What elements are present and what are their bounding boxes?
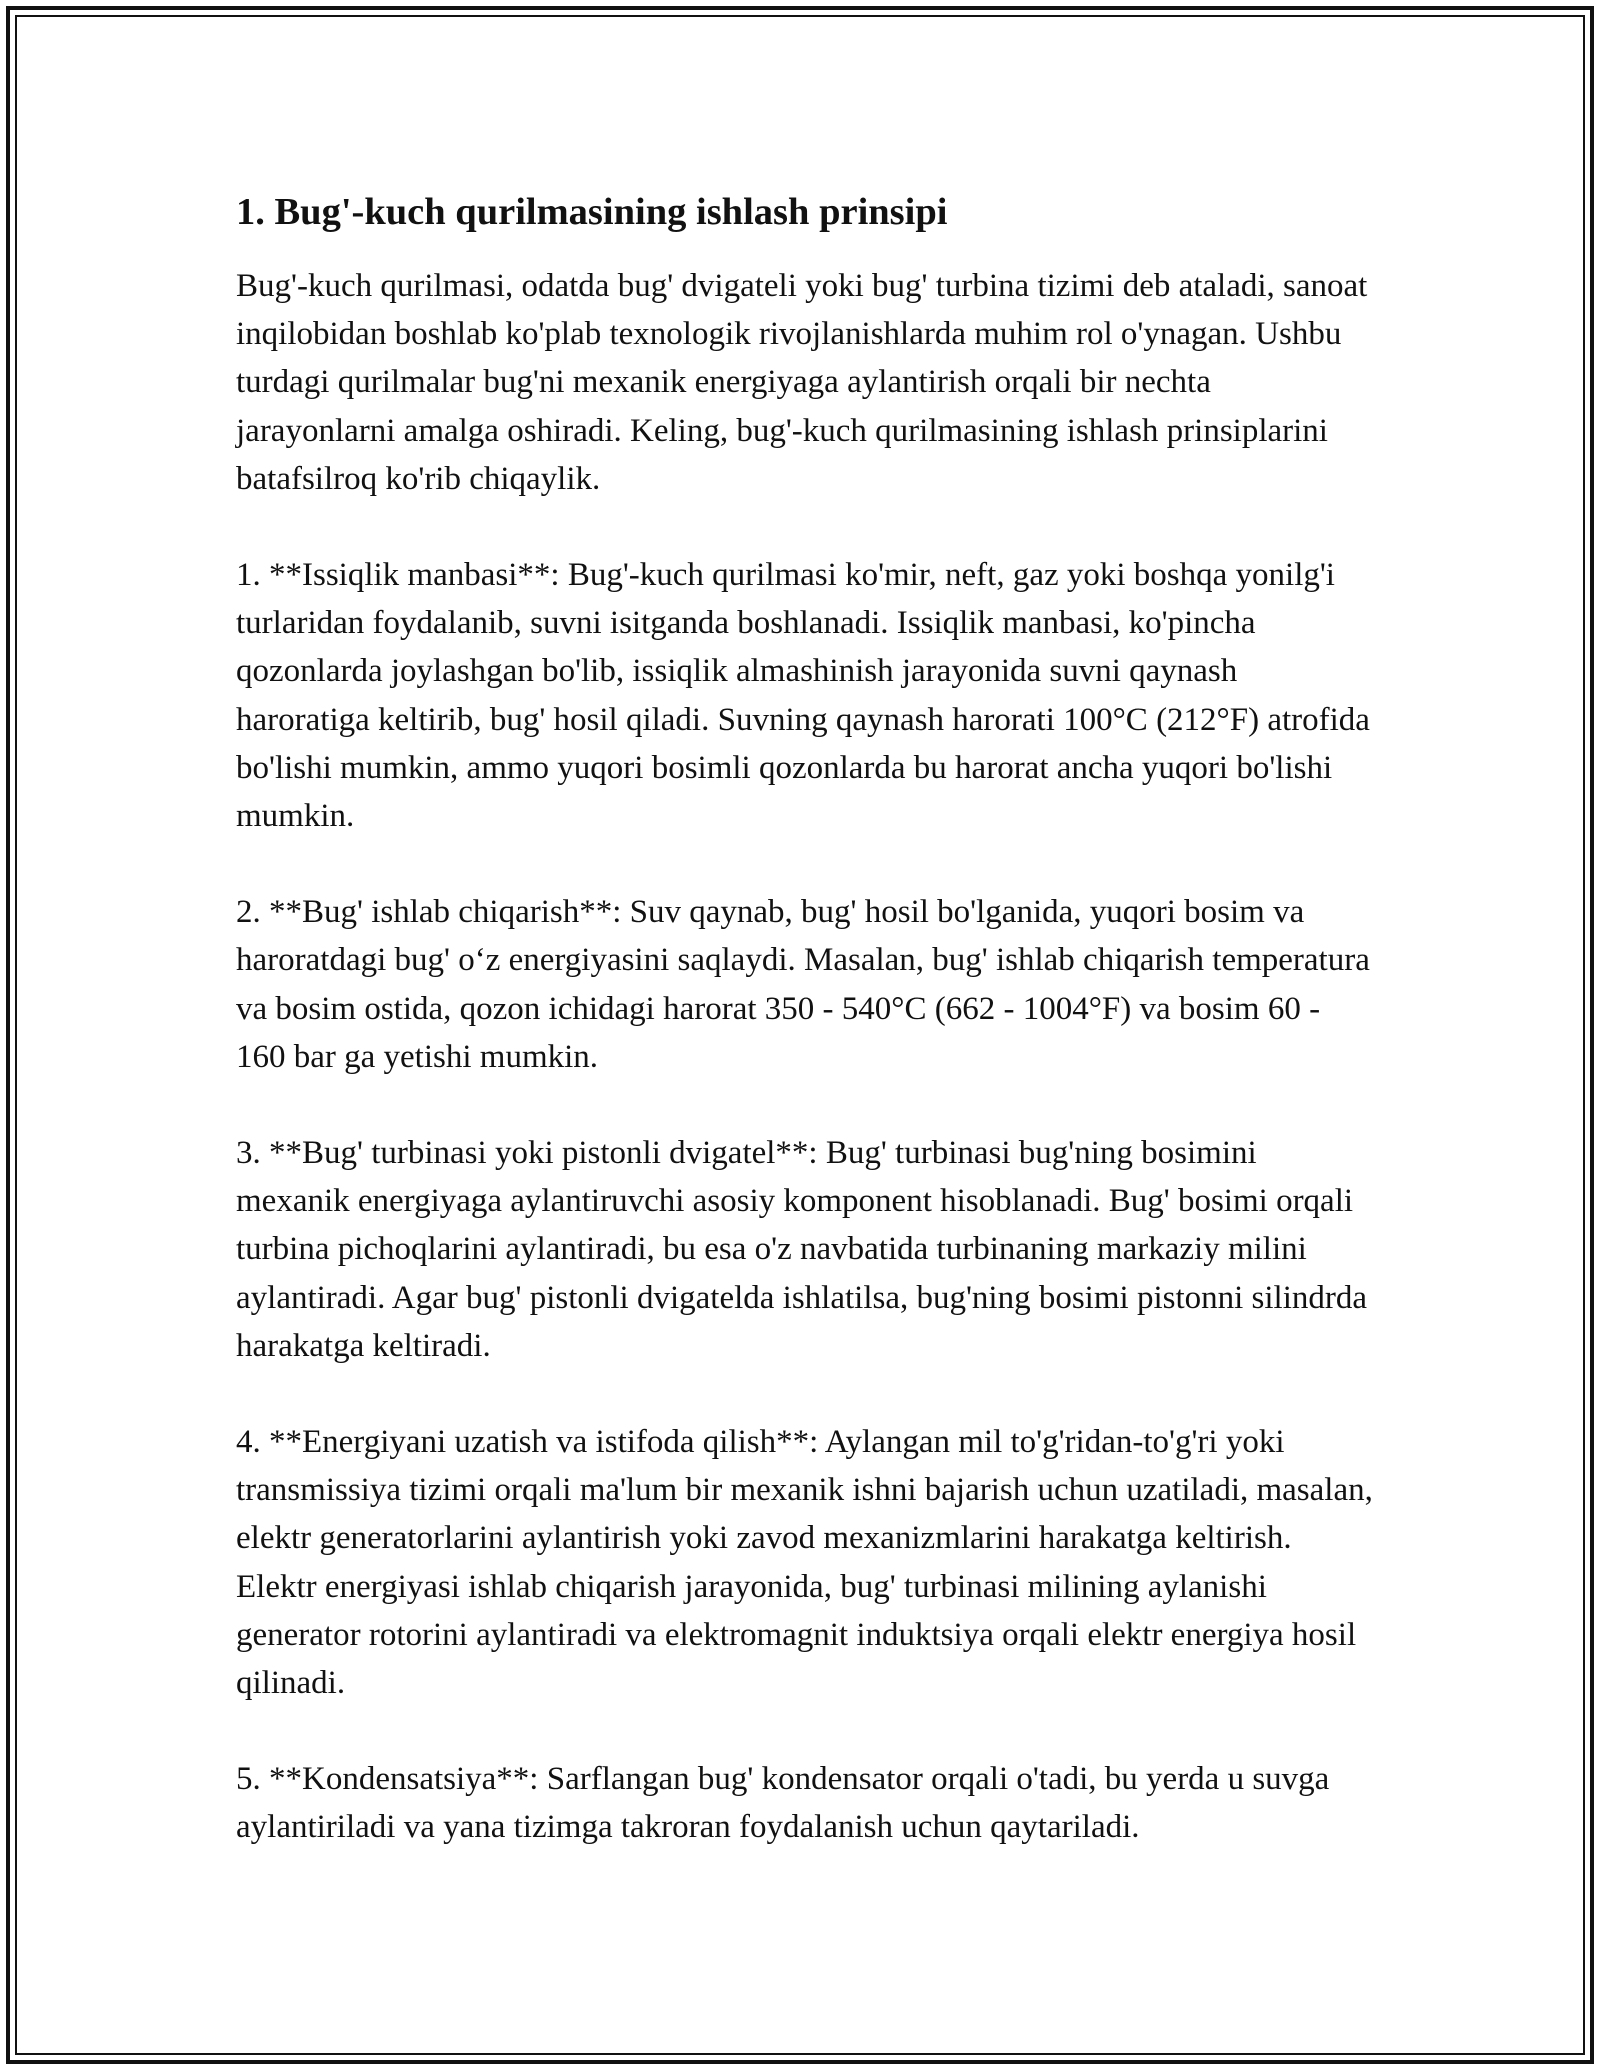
intro-paragraph: Bug'-kuch qurilmasi, odatda bug' dvigateli yoki bug' turbina tizimi deb ataladi, sanoat inqilobidan boshlab ko'plab texnologik rivojlanishlarda muhim rol o'ynagan. Ushbu turdagi qurilmalar bug'ni mexanik energiyaga aylantirish orqali bir nechta jarayonlarni amalga oshiradi. Keling, bug'-kuch qurilmasining ishlash prinsiplarini batafsilroq ko'rib chiqaylik.	[236, 268, 1368, 497]
document-body	[236, 184, 1376, 1900]
paragraph-turbine: 3. **Bug' turbinasi yoki pistonli dvigatel**: Bug' turbinasi bug'ning bosimini mexanik energiyaga aylantiruvchi asosiy komponent hisoblanadi. Bug' bosimi orqali turbina pichoqlarini aylantiradi, bu esa o'z navbatida turbinaning markaziy milini aylantiradi. Agar bug' pistonli dvigatelda ishlatilsa, bug'ning bosimi pistonni silindrda harakatga keltiradi.	[236, 1135, 1368, 1364]
section-heading: 1. Bug'-kuch qurilmasining ishlash prinsipi	[236, 191, 948, 233]
paragraph-condensation: 5. **Kondensatsiya**: Sarflangan bug' kondensator orqali o'tadi, bu yerda u suvga aylantiriladi va yana tizimga takroran foydalanish uchun qaytariladi.	[236, 1761, 1330, 1846]
paragraph-heat-source: 1. **Issiqlik manbasi**: Bug'-kuch qurilmasi ko'mir, neft, gaz yoki boshqa yonilg'i turlaridan foydalanib, suvni isitganda boshlanadi. Issiqlik manbasi, ko'pincha qozonlarda joylashgan bo'lib, issiqlik almashinish jarayonida suvni qaynash haroratiga keltirib, bug' hosil qiladi. Suvning qaynash harorati 100°C (212°F) atrofida bo'lishi mumkin, ammo yuqori bosimli qozonlarda bu harorat ancha yuqori bo'lishi mumkin.	[236, 557, 1370, 835]
paragraph-energy-transfer: 4. **Energiyani uzatish va istifoda qilish**: Aylangan mil to'g'ridan-to'g'ri yoki transmissiya tizimi orqali ma'lum bir mexanik ishni bajarish uchun uzatiladi, masalan, elektr generatorlarini aylantirish yoki zavod mexanizmlarini harakatga keltirish. Elektr energiyasi ishlab chiqarish jarayonida, bug' turbinasi milining aylanishi generator rotorini aylantiradi va elektromagnit induktsiya orqali elektr energiya hosil qilinadi.	[236, 1424, 1373, 1702]
paragraph-steam-production: 2. **Bug' ishlab chiqarish**: Suv qaynab, bug' hosil bo'lganida, yuqori bosim va haroratdagi bug' o‘z energiyasini saqlaydi. Masalan, bug' ishlab chiqarish temperatura va bosim ostida, qozon ichidagi harorat 350 - 540°C (662 - 1004°F) va bosim 60 - 160 bar ga yetishi mumkin.	[236, 894, 1370, 1075]
